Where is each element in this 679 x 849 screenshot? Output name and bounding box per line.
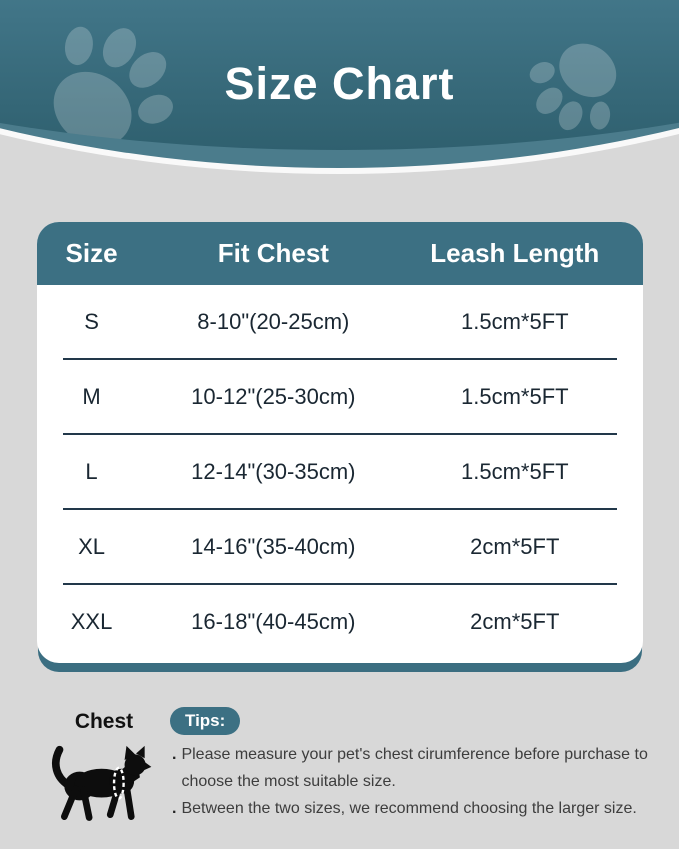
cat-illustration — [49, 742, 159, 830]
table-row — [37, 360, 643, 433]
cell-chest: 8-10"(20-25cm) — [197, 308, 350, 334]
cell-leash: 1.5cm*5FT — [460, 308, 569, 334]
cell-chest: 12-14"(30-35cm) — [191, 458, 356, 484]
tip-item — [172, 795, 677, 822]
column-header-leash: Leash Length — [430, 238, 600, 268]
cell-size: XL — [78, 533, 105, 559]
cell-chest: 16-18"(40-45cm) — [191, 608, 356, 634]
tip-text: Between the two sizes, we recommend choosing the larger size. — [181, 800, 637, 817]
cell-size: XXL — [70, 608, 113, 634]
bullet-dot: . — [172, 746, 177, 763]
cell-leash: 2cm*5FT — [470, 533, 560, 559]
page-title: Size Chart — [224, 58, 455, 109]
column-header-size: Size — [65, 238, 118, 268]
table-header-row — [37, 222, 643, 285]
cell-leash: 1.5cm*5FT — [460, 383, 569, 409]
tips-badge: Tips: — [170, 707, 240, 735]
chest-label: Chest — [74, 710, 134, 733]
tip-item — [172, 741, 677, 795]
cell-leash: 2cm*5FT — [470, 608, 560, 634]
cell-leash: 1.5cm*5FT — [460, 458, 569, 484]
cell-chest: 14-16"(35-40cm) — [191, 533, 356, 559]
size-table — [37, 222, 643, 663]
cell-size: M — [82, 383, 101, 409]
bullet-dot: . — [172, 800, 177, 817]
cell-size: L — [85, 458, 98, 484]
column-header-chest: Fit Chest — [217, 238, 329, 268]
tips-list — [172, 741, 677, 822]
cell-chest: 10-12"(25-30cm) — [191, 383, 356, 409]
header-banner — [0, 0, 679, 200]
tip-text: Please measure your pet's chest cirumference before purchase to choose the most suitable size. — [181, 746, 648, 790]
table-row — [37, 510, 643, 583]
cell-size: S — [84, 308, 99, 334]
table-row — [37, 585, 643, 658]
table-row — [37, 435, 643, 508]
table-row — [37, 285, 643, 358]
chest-measure-figure — [40, 710, 168, 835]
